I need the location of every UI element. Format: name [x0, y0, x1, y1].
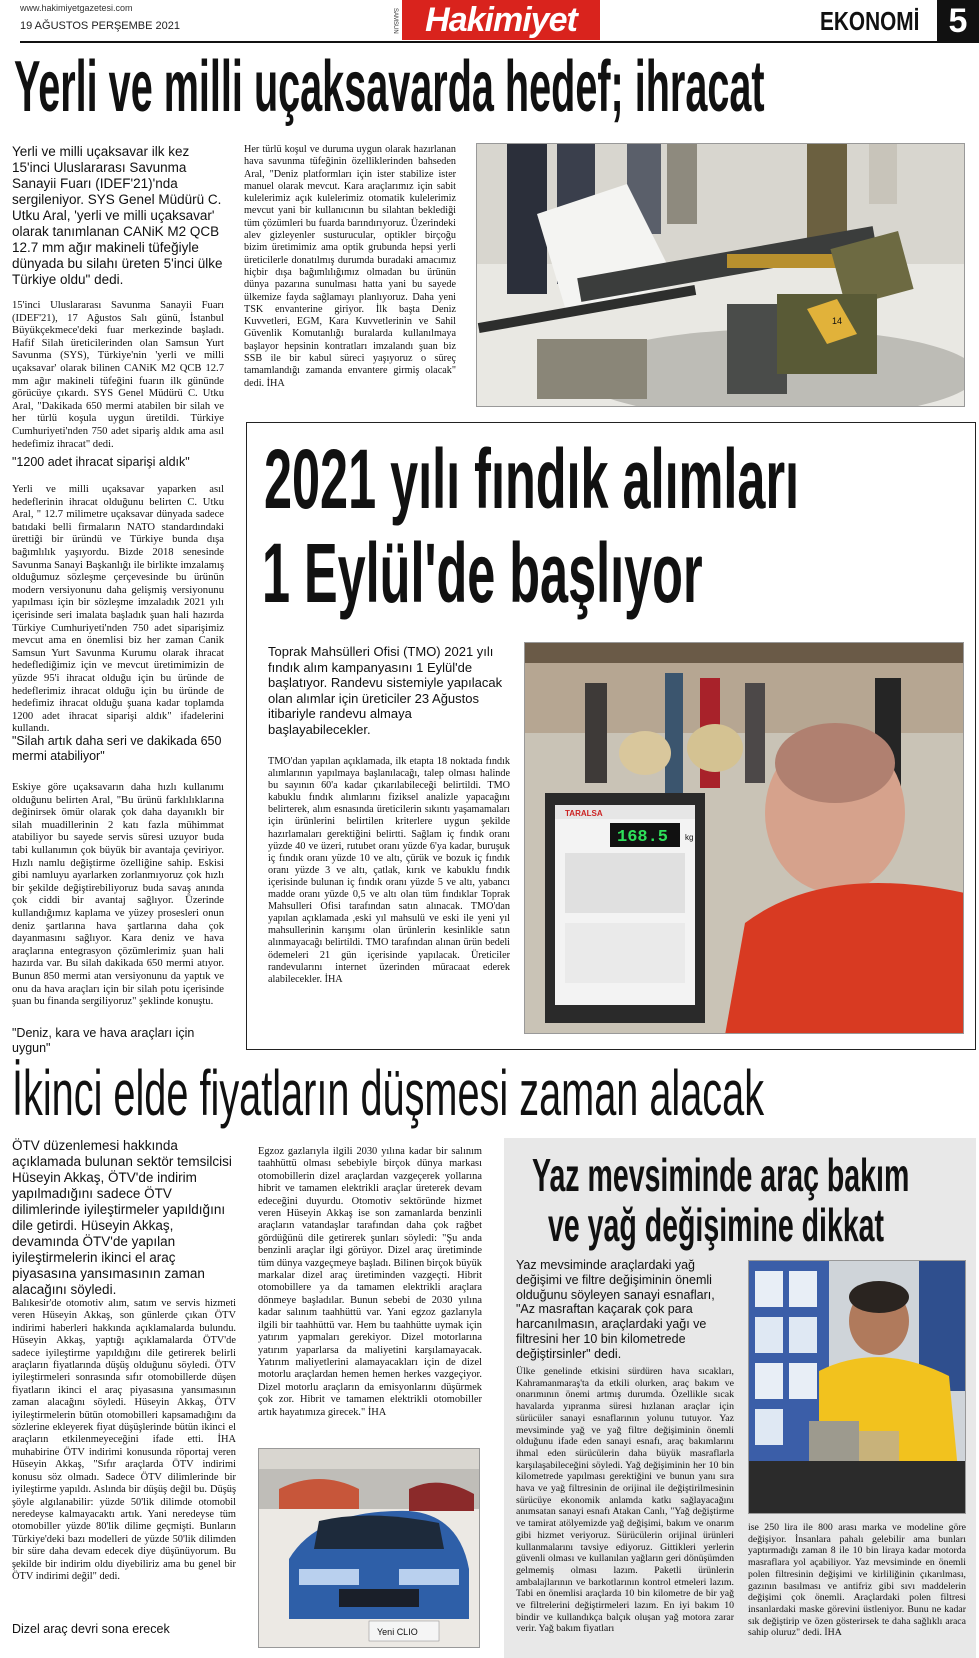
article4-body1: Ülke genelinde etkisini sürdüren hava sıcakları, Kahramanmaraş'ta da etkili olurken, araç bakım ve onarımının önemi artmış durumda. Özellikle sıcak havalarda yıpranma süresi hızlanan araçlar için sürücüler sanayi esnaflarının yolunu tutuyor. Yaz mevsiminde yağ ve yağ filtre değişiminin önemli olduğunu ifade eden sanayi esnafı, araç bakımlarını ihmal eden sürücülerin daha büyük masraflarla karşılaşabileceğini söyledi. Yağ değişiminin her 10 bin kilometrede yapılması gerektiğini ve bunun yanı sıra hava ve yağ filtresinin de orijinal ile değiştirilmesinin sürücüye ekonomik anlamda katkı sağlayacağını anımsatan sanayi esnafı Atakan Canlı, "Yağ değiştirme ve tamirat atölyemizde yağ değişimi, bakım ve onarım gibi hizmet veriyoruz. Sürücülerin orijinal ürünleri kullanmalarını tavsiye ediyoruz. Gittikleri yerlerin güvenli olması ve kullanılan yağların geri dönüşümden gelmemiş olması lazım. Paketli ürünlerin ambalajlarının ve barkotlarının kontrol etmeleri lazım. Tabi en önemlisi araçlarda 10 bin kilometre de bir yağ ve filtrelerini değiştirmeleri lazım. En iyi bakım 10 bindir ve kullandıkça balçık oluşan yağ motora zarar verir. Yağ bakım fiyatları [516, 1366, 734, 1635]
page-number: 5 [937, 0, 979, 42]
article1-body4: Her türlü koşul ve duruma uygun olarak hazırlanan hava savunma tüfeğinin özelliklerinden bahseden Aral, "Deniz platformları için ister stabilize ister manuel olarak mevcut. Kara araçlarımız için sabit kulelerimiz açık kulelerimiz otomatik kulelerimiz mevcut yani bir kullanıcının bu silahtan beklediği tüm çözümleri bu fuarda barındırıyoruz. Üzerindeki alev gizleyenler susturucular, optikler birçoğu bizim üretimimiz ama optik grubunda hepsi yerli üreticilerle donatılmış durumda buradaki amacımız hiçbir dışa bağımlılığımız olmadan bu ürünün dünya pazarına sunulması hatta yani bu sayede ülkemize fayda sağlamayı planlıyoruz. Daha yeni TSK envanterine giriyor. İlk başta Deniz Kuvvetleri, EGM, Kara Kuvvetlerinin ve Sahil Güvenlik Komutanlığı buralarda kullanılmaya başlayor hepsinin kontratları imzalandı şuan biz SSB ile bir kabul süreci yaşıyoruz o süreç tamamlandığı zamanda envantere girmiş olacak" dedi. İHA [244, 144, 456, 389]
article3-body2: Egzoz gazlarıyla ilgili 2030 yılına kadar bir salınım taahhüttü olması sebebiyle birçok dünya markası otomobillerin dizel araçlardan vazgeçerek yollarına hibrit ve tamamen elektrikli araçlar üreterek devam edeceğini duyurdu. Otomotiv sektöründe hizmet veren Hüseyin Akkaş ise son zamanlarda benzinli araçların vatandaşlar tarafından daha çok rağbet gördüğünü dile getirerek şunları söyledi: "Şu anda benzinli araçlar ilgi görüyor. Dizel araç üretiminde tüm dünya vazgeçmeye başladı. Bilinen birçok büyük markalar dizel araç üretiminden vazgeçti. Hibrit otomobillere ya da tamamen elektrikli araçlara dönmeye başladılar. Bunun sebebi de 2030 yılına kadar salınım taahhüttü var. Yani egzoz gazlarıyla ilgili bir taahhüttü var. Hem bu taahhütte uymak için yatırım yapmaları gerekiyor. Dizel motorlarına yatırım yaparlarsa da maliyetini karşılamayacak. Yatırım maliyetlerini alamayacakları için de dizel motorlu araçlardan hemen hemen herkes vazgeçiyor. Dizel motorlu araçların da emisyonlarını düşürmek çok zor. Hibrit ve tamamen elektrikli otomobiller artık hayatımıza girecek." İHA [258, 1146, 482, 1418]
site-url: www.hakimiyetgazetesi.com [20, 3, 133, 13]
article1-sub1: "1200 adet ihracat siparişi aldık" [12, 455, 190, 469]
article4-lead: Yaz mevsiminde araçlardaki yağ değişimi ve filtre değişiminin önemli olduğunu söyleyen sanayi esnafları, "Az masraftan kaçarak çok para harcanılmasın, araçlardaki yağı ve filtresini her 10 bin kilometrede değiştirsinler" dedi. [516, 1258, 715, 1361]
article2-headline-line2: 1 Eylül'de başlıyor [262, 526, 703, 620]
article1-sub2: "Silah artık daha seri ve dakikada 650 mermi atabiliyor" [12, 734, 222, 763]
article1-sub3: "Deniz, kara ve hava araçları için uygun" [12, 1026, 195, 1055]
car-sign: Yeni CLIO [377, 1627, 418, 1637]
mechanic-oil-photo [748, 1260, 966, 1514]
scale-brand: TARALSA [565, 809, 603, 818]
article1-lead: Yerli ve milli uçaksavar ilk kez 15'inci Uluslararası Savunma Sanayii Fuarı (IDEF'21)'nda sergileniyor. SYS Genel Müdürü C. Utku Aral, 'yerli ve milli uçaksavar' olarak tanımlanan CANiK M2 QCB 12.7 mm ağır makineli tüfeğiyle dünyada bu silahı üreten 5'inci ülke Türkiye oldu" dedi. [12, 144, 223, 287]
machine-gun-photo [476, 143, 965, 407]
tmo-scale-photo [524, 642, 964, 1034]
article1-body2: Yerli ve milli uçaksavar yaparken asıl hedeflerinin ihracat olduğunu belirten C. Utku Aral, " 12.7 milimetre uçaksavar dünyada sadece batıdaki belli firmaların NATO standardındaki ürettiği bir üründü ve Türkiye bunda dışa bağımlılık yaşıyordu. Bizde 2018 senesinde Savunma Sanayi Başkanlığı ile birlikte imzalamış olduğumuz sözleşme çerçevesinde bu ürünün modern versiyonunu daha gelişmiş versiyonunu yapılması için bir sözleşme imzaladık 2021 yılı içerisinde seri imalata başladık şuan hali hazırda Türkiye Cumhuriyeti'nden 750 adet siparişimiz mevcut ama en önemlisi biz her zaman Canik Samsun Yurt Savunma Kurumu olarak ihracat hedeflediğimiz için ve mevcut üretimimizin de yüzde 95'i ihracat olduğu için bu üründe de hedeflerimiz ihracat olduğu için bu üründe de hedefimiz ihracat olduğu şuana kadar toplamda 1200 adet ihracat siparişi aldık" ifadelerini kullandı. [12, 484, 224, 735]
article2-headline-line1: 2021 yılı fındık alımları [264, 432, 800, 526]
article2-body: TMO'dan yapılan açıklamada, ilk etapta 18 noktada fındık alımlarının yapılmaya başlanılacağı, talep olması halinde bu sayının 60'a kadar çıkarılabileceği belirtildi. TMO kabuklu fındık alımlarını fiziksel analizle yapacağını belirterek, alım esnasında üreticilerin sıkıntı yaşamamaları için ürünlerini belirtilen kriterlere uygun şekilde hazırlamaları gerektiğini belirtti. Sağlam iç fındık oranı yüzde 40 ve üzeri, rutubet oranı yüzde 6'ya kadar, buruşuk iç fındık oranı yüzde 10 ve altı, çürük ve bozuk iç fındık oranı yüzde 3 ve altı, çatlak, kırık ve kabuklu fındık içerisinde bulunan iç fındık oranı yüzde 5 ve altı, yabancı madde oranı yüzde 0,5 ve altı olan tüm fındıklar Toprak Mahsulleri Ofisi tarafından satın alınacak. TMO'dan yapılan açıklamada ,eski yıl mahsulü ve eski ile yeni yıl mahsullerinin karışımı olan ürünlerin kesinlikle satın alınmayacağı belirtildi. TMO tarafından alınan ürün bedeli ödemeleri 21 gün içerisinde yapılacak. Üreticiler randevularını internet üzerinden müracaat ederek alabilecekler. İHA [268, 756, 510, 985]
issue-date: 19 AĞUSTOS PERŞEMBE 2021 [20, 20, 180, 32]
scale-reading: 168.5 [617, 828, 669, 847]
article1-headline: Yerli ve milli uçaksavarda hedef; ihracat [14, 47, 765, 127]
logo-side-text: SAMSUN [392, 8, 398, 34]
article3-body1: Balıkesir'de otomotiv alım, satım ve servis hizmeti veren Hüseyin Akkaş, son günlerde çıkan ÖTV indirimi haberleri hakkında açıklamalarda bulundu. Hüseyin Akkaş, yaptığı açıklamalarda ÖTV'de sadece iyileştirme yapıldığını dile getirerek belirli araçların fiyatlarında düşüş olduğunu söyledi. ÖTV iyileştirmeleri sonrasında sıfır otomobillerde düşen fiyatların ikinci el araç piyasasına yansımasının zaman alacağını söyledi. Hüseyin Akkaş, ÖTV iyileştirmelerin bütün otomobilleri kapsamadığını da sözlerine ekleyerek fiyat düşüşlerinde bütün ikinci el araçların etkilenmeyeceğini ifade etti. İHA muhabirine ÖTV indirimi konusunda röportaj veren Hüseyin Akkaş, "Sıfır araçlarda ÖTV indirimi konusu söz olmadı. Sadece ÖTV dilimlerinde bir iyileştirme yapıldı. Aslında bir düşüş değil bu. Düşüş şöyle algılanabilir: yüzde 50'lik dilimde otomobil neredeyse kalmayacaktı artık. Yani neredeyse tüm otomobiller yüzde 80'lik dilime geçmişti. Bunların Türkiye'deki bazı modelleri de yüzde 50'lik dilimden bir süre daha devam edecek diye düşünüyorum. Bu şekilde bir indirim oldu diyebiliriz ama bu genel bir ÖTV indirimi değil" dedi. [12, 1298, 236, 1582]
article3-headline: İkinci elde fiyatların düşmesi zaman alacak [12, 1057, 765, 1129]
article3-sub1: Dizel araç devri sona erecek [12, 1622, 170, 1636]
header-rule [20, 41, 979, 43]
article4-headline-line1: Yaz mevsiminde araç bakım [532, 1149, 910, 1201]
newspaper-logo: Hakimiyet [402, 0, 600, 40]
article1-body3: Eskiye göre uçaksavarın daha hızlı kullanımı olduğunu belirten Aral, "Bu ürünü farklılıklarına değinirsek ömür olarak çok daha dayanıklı bir silah muadillerinin 2 katı fazla mühimmat atabiliyor bu sayede servis süresi uzuyor buda tabi kullanımın çok büyük bir avantaja çeviriyor. Hızlı namlu değiştirme özelliğine sahip. Eskisi gibi namluyu ayarlarken zorlanmıyoruz çok hızlı bir şekilde değiştirebiliyoruz buda savaş anında çok ciddi bir avantaj sağlıyor. Üzerinde kullandığımız kaplama ve yüzey prosesleri onun deniz şartlarına hava şartlarına daha çok dayanmasını sağlıyor. Kara deniz ve hava araçlarına entegrasyon çözümlerimiz şuan hali hazırda var. Bu silah dakikada 650 mermi atıyor. Bunun 850 mermi atan versiyonunu da yaptık ve onu da hava araçları için bir silah potu içerisinde şuan bu finanda sergiliyoruz" şeklinde konuştu. [12, 782, 224, 1008]
article4-headline-line2: ve yağ değişimine dikkat [548, 1199, 885, 1251]
article1-body1: 15'inci Uluslararası Savunma Sanayii Fuarı (IDEF'21), 17 Ağustos Salı günü, İstanbul Büyükçekmece'deki fuar merkezinde başladı. Hafif Silah üreticilerinden olan Samsun Yurt Savunma (SYS), Türkiye'nin 'yerli ve milli uçaksavar' olarak bilinen CANiK M2 QCB 12.7 mm ağır makineli tüfeğini fuarın ilk gününde görücüye çıkardı. SYS Genel Müdürü C. Utku Aral, "Dakikada 650 mermi atabilen bir silah ve her türlü koşula uygun üretildi. Türkiye Cumhuriyeti'nden 750 adet sipariş aldık ama asıl hedefimiz ihracat" dedi. [12, 300, 224, 450]
crate-label: 14 [832, 316, 843, 326]
article2-lead: Toprak Mahsülleri Ofisi (TMO) 2021 yılı fındık alım kampanyasını 1 Eylül'de başlatıyor. Randevu sistemiyle yapılacak olan alımlar için üreticiler 23 Ağustos itibariyle randevu almaya başlayabilecekler. [268, 644, 503, 737]
renault-clio-photo [258, 1448, 480, 1648]
article3-lead: ÖTV düzenlemesi hakkında açıklamada bulunan sektör temsilcisi Hüseyin Akkaş, ÖTV'de indirim yapılmadığını sadece ÖTV dilimlerinde iyileştirmeler yapıldığını dile getirdi. Hüseyin Akkaş, devamında ÖTV'de yapılan iyileştirmelerin ikinci el araç piyasasına yansımasının zaman alacağını söyledi. [12, 1138, 232, 1297]
article4-body2: ise 250 lira ile 800 arası marka ve modeline göre değişiyor. İnsanlara pahalı gelebilir ama bunları yaptırmadığı zaman 8 ile 10 bin liraya kadar motorda masraflara yol açabiliyor. Yaz mevsiminde en önemli polen filtresinin değişimi ve kirliliğinin çıkarılması, gazının basılması ve antifriz gibi sıvı maddelerin değişimi çok önemli. Araçlardaki polen filtresi insanlardaki maske görevini üstleniyor. Bunu ne kadar sık değiştirip ve özen gösterirsek te daha sağlıklı araca sahip oluruz" dedi. İHA [748, 1522, 966, 1639]
section-title: EKONOMİ [820, 6, 920, 36]
scale-unit: kg [685, 833, 694, 842]
